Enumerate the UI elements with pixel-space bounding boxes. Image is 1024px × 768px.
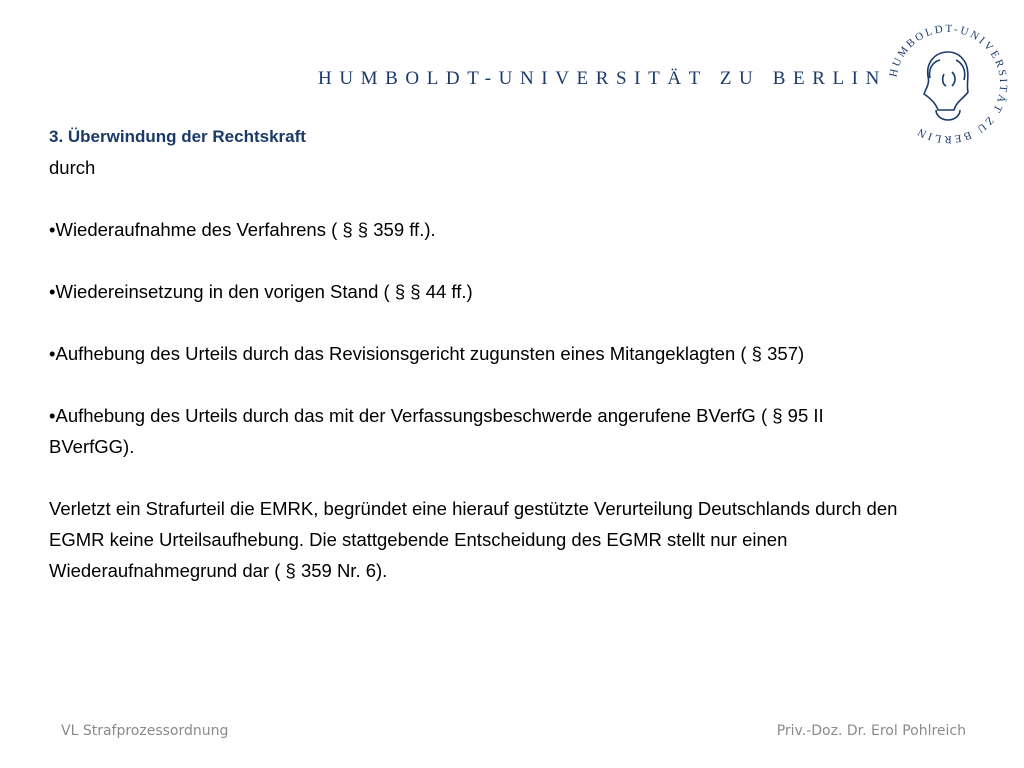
spacer (49, 245, 979, 276)
intro-text: durch (49, 157, 96, 178)
footer-course-title: VL Strafprozessordnung (61, 723, 229, 739)
spacer (49, 369, 979, 400)
bullet-item: •Aufhebung des Urteils durch das mit der Verfassungsbeschwerde angerufene BVerfG ( § 95 II BVerfGG). (49, 405, 829, 457)
spacer (49, 183, 979, 214)
spacer (49, 462, 979, 493)
spacer (49, 307, 979, 338)
section-heading: 3. Überwindung der Rechtskraft (49, 127, 306, 146)
bullet-item: •Aufhebung des Urteils durch das Revisionsgericht zugunsten eines Mitangeklagten ( § 357) (49, 343, 805, 364)
seal-text: HUMBOLDT-UNIVERSITÄT ZU BERLIN (887, 22, 1010, 146)
slide-body (49, 122, 979, 586)
footer-author: Priv.-Doz. Dr. Erol Pohlreich (776, 723, 966, 739)
closing-paragraph: Verletzt ein Strafurteil die EMRK, begründet eine hierauf gestützte Verurteilung Deutschlands durch den EGMR keine Urteilsaufhebung. Die stattgebende Entscheidung des EGMR stellt nur einen Wiederaufnahmegrund dar ( § 359 Nr. 6). (49, 498, 903, 581)
bullet-item: •Wiederaufnahme des Verfahrens ( § § 359 ff.). (49, 219, 436, 240)
university-name: HUMBOLDT-UNIVERSITÄT ZU BERLIN (318, 68, 887, 89)
bullet-item: •Wiedereinsetzung in den vorigen Stand ( § § 44 ff.) (49, 281, 473, 302)
